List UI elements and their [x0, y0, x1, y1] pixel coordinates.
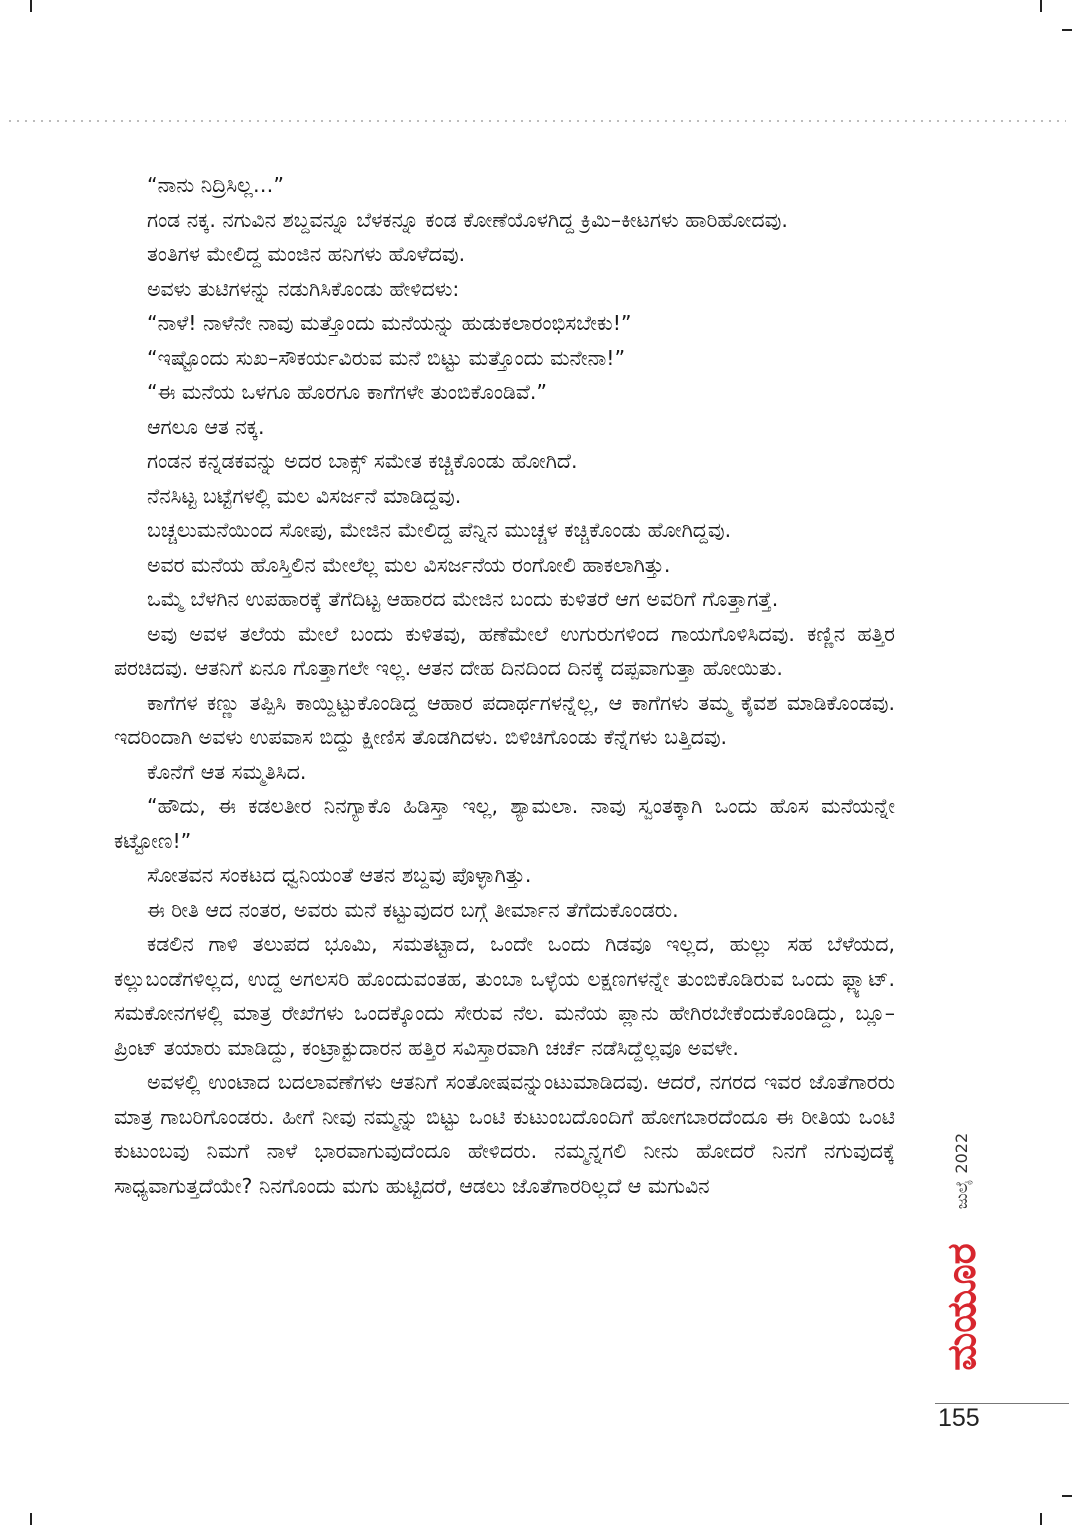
dotted-header-rule: [6, 120, 1066, 122]
paragraph: ಸೋತವನ ಸಂಕಟದ ಧ್ವನಿಯಂತೆ ಆತನ ಶಬ್ದವು ಪೊಳ್ಳಾಗಿತ್ತು.: [147, 863, 532, 887]
crop-mark-bottom-right: [1040, 1513, 1042, 1525]
paragraph: ಒಮ್ಮೆ ಬೆಳಗಿನ ಉಪಹಾರಕ್ಕೆ ತೆಗೆದಿಟ್ಟ ಆಹಾರದ ಮೇಜಿನ ಬಂದು ಕುಳಿತರೆ ಆಗ ಅವರಿಗೆ ಗೊತ್ತಾಗತ್ತೆ.: [147, 587, 779, 611]
crop-mark-right-lower: [1062, 1495, 1072, 1497]
issue-year: 2022: [952, 1132, 972, 1174]
paragraph: “ಇಷ್ಟೊಂದು ಸುಖ–ಸೌಕರ್ಯವಿರುವ ಮನೆ ಬಿಟ್ಟು ಮತ್ತೊಂದು ಮನೇನಾ!”: [147, 345, 626, 370]
paragraph: ಈ ರೀತಿ ಆದ ನಂತರ, ಅವರು ಮನೆ ಕಟ್ಟುವುದರ ಬಗ್ಗೆ ತೀರ್ಮಾನ ತೆಗೆದುಕೊಂಡರು.: [147, 897, 679, 922]
paragraph: ಗಂಡನ ಕನ್ನಡಕವನ್ನು ಅದರ ಬಾಕ್ಸ್ ಸಮೇತ ಕಚ್ಚಿಕೊಂಡು ಹೋಗಿದೆ.: [147, 449, 578, 473]
crop-mark-bottom-left: [30, 1513, 32, 1525]
paragraph: “ನಾಳೆ! ನಾಳೆನೇ ನಾವು ಮತ್ತೊಂದು ಮನೆಯನ್ನು ಹುಡುಕಲಾರಂಭಿಸಬೇಕು!”: [147, 311, 632, 335]
paragraph: ಅವರ ಮನೆಯ ಹೊಸ್ತಿಲಿನ ಮೇಲೆಲ್ಲ ಮಲ ವಿಸರ್ಜನೆಯ ರಂಗೋಲಿ ಹಾಕಲಾಗಿತ್ತು.: [147, 552, 671, 577]
issue-label: [936, 1124, 988, 1384]
issue-date: [944, 1124, 980, 1224]
paragraph: ಕಾಗೆಗಳ ಕಣ್ಣು ತಪ್ಪಿಸಿ ಕಾಯ್ದಿಟ್ಟುಕೊಂಡಿದ್ದ ಆಹಾರ ಪದಾರ್ಥಗಳನ್ನೆಲ್ಲ, ಆ ಕಾಗೆಗಳು ತಮ್ಮ ಕೈವಶ ಮಾಡಿಕೊಂಡವು. ಇದರಿಂದಾಗಿ ಅವಳು ಉಪವಾಸ ಬಿದ್ದು ಕ್ಷೀಣಿಸ ತೊಡಗಿದಳು. ಬಿಳಿಚಿಗೊಂಡು ಕೆನ್ನೆಗಳು ಬತ್ತಿದವು.: [114, 690, 895, 749]
paragraph: ನೆನಸಿಟ್ಟ ಬಟ್ಟೆಗಳಲ್ಲಿ ಮಲ ವಿಸರ್ಜನೆ ಮಾಡಿದ್ದವು.: [147, 483, 462, 508]
paragraph: ಅವು ಅವಳ ತಲೆಯ ಮೇಲೆ ಬಂದು ಕುಳಿತವು, ಹಣೆಮೇಲೆ ಉಗುರುಗಳಿಂದ ಗಾಯಗೊಳಿಸಿದವು. ಕಣ್ಣಿನ ಹತ್ತಿರ ಪರಚಿದವು. ಆತನಿಗೆ ಏನೂ ಗೊತ್ತಾಗಲೇ ಇಲ್ಲ. ಆತನ ದೇಹ ದಿನದಿಂದ ದಿನಕ್ಕೆ ದಪ್ಪವಾಗುತ್ತಾ ಹೋಯಿತು.: [114, 621, 895, 680]
paragraph: ಕೊನೆಗೆ ಆತ ಸಮ್ಮತಿಸಿದ.: [147, 759, 307, 784]
paragraph: ಗಂಡ ನಕ್ಕ. ನಗುವಿನ ಶಬ್ದವನ್ನೂ ಬೆಳಕನ್ನೂ ಕಂಡ ಕೋಣೆಯೊಳಗಿದ್ದ ಕ್ರಿಮಿ–ಕೀಟಗಳು ಹಾರಿಹೋದವು.: [147, 207, 788, 232]
crop-mark-top-left: [30, 0, 32, 12]
magazine-name: ಮಯೂರ: [939, 1243, 985, 1371]
paragraph: “ನಾನು ನಿದ್ರಿಸಿಲ್ಲ…”: [147, 173, 284, 197]
paragraph: ಅವಳು ತುಟಿಗಳನ್ನು ನಡುಗಿಸಿಕೊಂಡು ಹೇಳಿದಳು:: [147, 276, 460, 301]
page-number: 155: [938, 1404, 980, 1432]
magazine-logo: [936, 1232, 988, 1382]
article-body: [114, 168, 895, 1203]
crop-mark-top-right: [1040, 0, 1042, 12]
paragraph: ಆಗಲೂ ಆತ ನಕ್ಕ.: [147, 414, 265, 439]
paragraph: ಅವಳಲ್ಲಿ ಉಂಟಾದ ಬದಲಾವಣೆಗಳು ಆತನಿಗೆ ಸಂತೋಷವನ್ನುಂಟುಮಾಡಿದವು. ಆದರೆ, ನಗರದ ಇವರ ಜೊತೆಗಾರರು ಮಾತ್ರ ಗಾಬರಿಗೊಂಡರು. ಹೀಗೆ ನೀವು ನಮ್ಮನ್ನು ಬಿಟ್ಟು ಒಂಟಿ ಕುಟುಂಬದೊಂದಿಗೆ ಹೋಗಬಾರದೆಂದೂ ಈ ರೀತಿಯ ಒಂಟಿ ಕುಟುಂಬವು ನಿಮಗೆ ನಾಳೆ ಭಾರವಾಗುವುದೆಂದೂ ಹೇಳಿದರು. ನಮ್ಮನ್ನಗಲಿ ನೀನು ಹೋದರೆ ನಿನಗೆ ನಗುವುದಕ್ಕೆ ಸಾಧ್ಯವಾಗುತ್ತದೆಯೇ? ನಿನಗೊಂದು ಮಗು ಹುಟ್ಟಿದರೆ, ಆಡಲು ಜೊತೆಗಾರರಿಲ್ಲದೆ ಆ ಮಗುವಿನ: [114, 1070, 895, 1198]
paragraph: ಬಚ್ಚಲುಮನೆಯಿಂದ ಸೋಪು, ಮೇಜಿನ ಮೇಲಿದ್ದ ಪೆನ್ನಿನ ಮುಚ್ಚಳ ಕಚ್ಚಿಕೊಂಡು ಹೋಗಿದ್ದವು.: [147, 518, 732, 542]
crop-mark-right-upper: [1062, 29, 1072, 31]
paragraph: ಕಡಲಿನ ಗಾಳಿ ತಲುಪದ ಭೂಮಿ, ಸಮತಟ್ಟಾದ, ಒಂದೇ ಒಂದು ಗಿಡವೂ ಇಲ್ಲದ, ಹುಲ್ಲು ಸಹ ಬೆಳೆಯದ, ಕಲ್ಲುಬಂಡೆಗಳಿಲ್ಲದ, ಉದ್ದ ಅಗಲಸರಿ ಹೊಂದುವಂತಹ, ತುಂಬಾ ಒಳ್ಳೆಯ ಲಕ್ಷಣಗಳನ್ನೇ ತುಂಬಿಕೊಡಿರುವ ಒಂದು ಫ್ಲ್ಯಾಟ್. ಸಮಕೋನಗಳಲ್ಲಿ ಮಾತ್ರ ರೇಖೆಗಳು ಒಂದಕ್ಕೊಂದು ಸೇರುವ ನೆಲ. ಮನೆಯ ಪ್ಲಾನು ಹೇಗಿರಬೇಕೆಂದುಕೊಂಡಿದ್ದು, ಬ್ಲೂ–ಪ್ರಿಂಟ್ ತಯಾರು ಮಾಡಿದ್ದು, ಕಂಟ್ರಾಕ್ಟುದಾರನ ಹತ್ತಿರ ಸವಿಸ್ತಾರವಾಗಿ ಚರ್ಚೆ ನಡೆಸಿದ್ದೆಲ್ಲವೂ ಅವಳೇ.: [114, 932, 895, 1060]
paragraph: “ಈ ಮನೆಯ ಒಳಗೂ ಹೊರಗೂ ಕಾಗೆಗಳೇ ತುಂಬಿಕೊಂಡಿವೆ.”: [147, 380, 548, 404]
paragraph: ತಂತಿಗಳ ಮೇಲಿದ್ದ ಮಂಜಿನ ಹನಿಗಳು ಹೊಳೆದವು.: [147, 242, 466, 266]
issue-month: ಜುಲೈ: [952, 1179, 972, 1210]
paragraph: “ಹೌದು, ಈ ಕಡಲತೀರ ನಿನಗ್ಯಾಕೊ ಹಿಡಿಸ್ತಾ ಇಲ್ಲ, ಶ್ಯಾಮಲಾ. ನಾವು ಸ್ವಂತಕ್ಕಾಗಿ ಒಂದು ಹೊಸ ಮನೆಯನ್ನೇ ಕಟ್ಟೋಣ!”: [114, 794, 895, 853]
